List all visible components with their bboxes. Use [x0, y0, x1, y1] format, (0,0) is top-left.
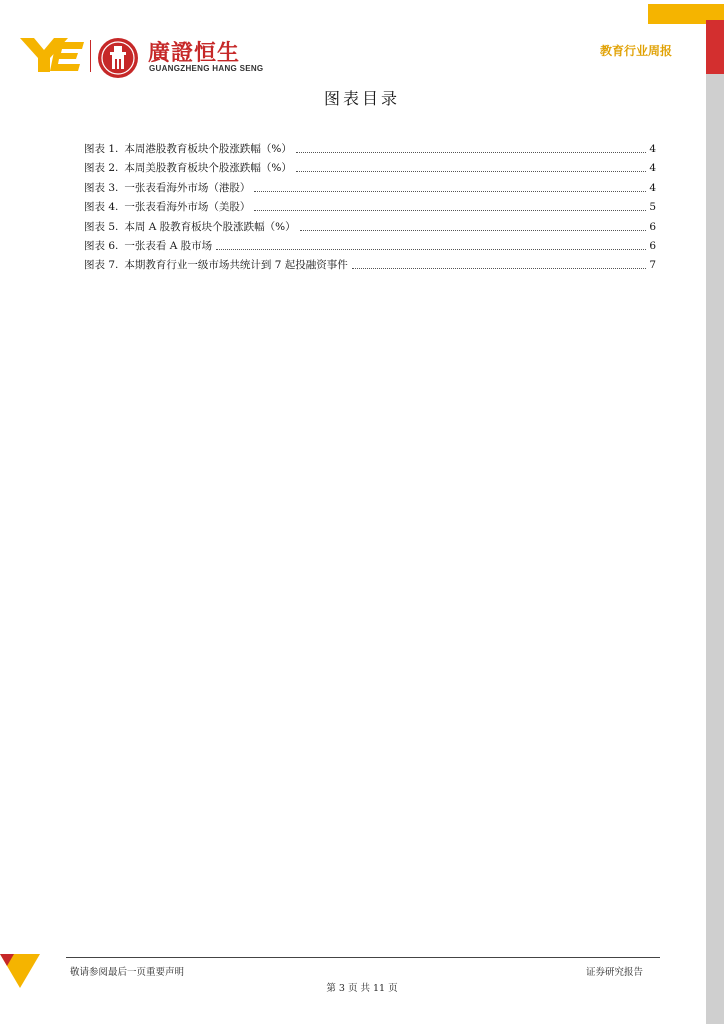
- toc-entry[interactable]: [84, 198, 656, 217]
- toc-entry-text: 本期教育行业一级市场共统计到 7 起投融资事件: [124, 259, 348, 272]
- toc-entry[interactable]: [84, 237, 656, 256]
- toc-entry[interactable]: [84, 218, 656, 237]
- toc-leader-dots: [254, 179, 646, 192]
- toc-entry-label: 图表 6.: [84, 239, 119, 252]
- toc-leader-dots: [216, 237, 646, 250]
- toc-entry-text: 一张表看海外市场（港股）: [124, 181, 251, 194]
- toc-entry-page: 4: [649, 162, 656, 175]
- logo-divider: [90, 40, 91, 72]
- footer-disclaimer: 敬请参阅最后一页重要声明: [70, 967, 185, 978]
- footer-doc-type: 证券研究报告: [586, 967, 644, 978]
- toc-entry-page: 4: [649, 181, 656, 194]
- page-title: 图表目录: [323, 89, 400, 108]
- company-name-cn: 廣證恒生: [148, 41, 241, 66]
- company-name-en: GUANGZHENG HANG SENG: [149, 64, 264, 73]
- toc-entry-page: 7: [649, 259, 656, 272]
- toc-entry-text: 一张表看 A 股市场: [124, 239, 213, 252]
- toc-entry-label: 图表 7.: [84, 259, 119, 272]
- side-strip: [706, 20, 724, 1024]
- toc-leader-dots: [300, 218, 647, 231]
- toc-entry-text: 本周港股教育板块个股涨跌幅（%）: [124, 143, 292, 155]
- toc-entry-text: 本周 A 股教育板块个股涨跌幅（%）: [124, 220, 296, 233]
- toc-leader-dots: [296, 159, 646, 172]
- toc-entry-label: 图表 1.: [84, 143, 119, 155]
- toc-entry[interactable]: [84, 159, 656, 178]
- toc-entry[interactable]: [84, 256, 656, 275]
- toc-entry[interactable]: [84, 140, 656, 159]
- footer-divider: [66, 957, 660, 958]
- page-number: 第 3 页 共 11 页: [326, 983, 398, 994]
- toc-leader-dots: [352, 256, 647, 269]
- ye-logo-icon: [20, 38, 84, 72]
- report-type-label: 教育行业周报: [600, 44, 673, 58]
- toc-entry-page: 6: [649, 220, 656, 233]
- toc-entry-text: 一张表看海外市场（美股）: [124, 201, 251, 214]
- toc-entry-label: 图表 3.: [84, 181, 119, 194]
- toc-leader-dots: [296, 140, 646, 153]
- toc-entry-label: 图表 2.: [84, 162, 119, 175]
- toc-entry-page: 6: [649, 239, 656, 252]
- toc-entry-label: 图表 5.: [84, 220, 119, 233]
- toc-entry-label: 图表 4.: [84, 201, 119, 214]
- seal-logo-icon: [97, 37, 139, 79]
- toc-entry-page: 4: [649, 143, 656, 155]
- toc-leader-dots: [254, 198, 646, 211]
- figure-list: [84, 140, 656, 276]
- toc-entry-text: 本周美股教育板块个股涨跌幅（%）: [124, 162, 292, 175]
- toc-entry-page: 5: [649, 201, 656, 214]
- page-header: [0, 0, 724, 80]
- toc-entry[interactable]: [84, 179, 656, 198]
